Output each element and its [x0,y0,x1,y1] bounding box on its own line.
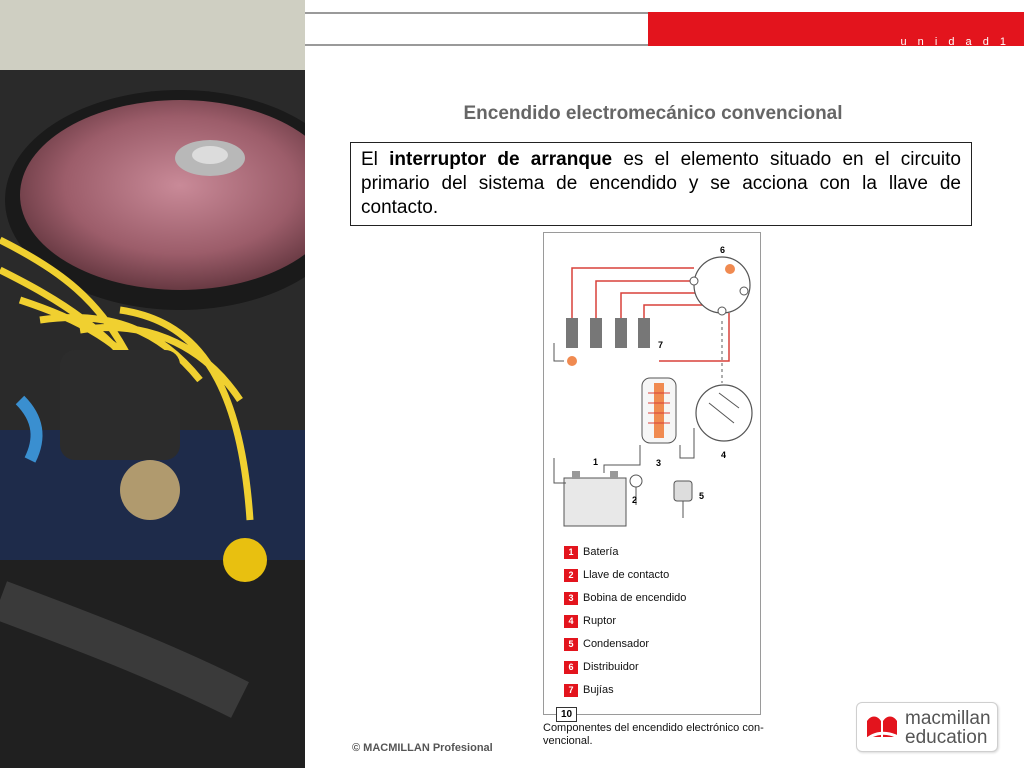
diagram-label-3: 3 [656,458,662,468]
engine-photo [0,0,305,768]
breaker-icon [696,385,752,441]
figure-number: 10 [556,707,577,722]
diagram-label-4: 4 [721,450,727,460]
legend-label: Bujías [583,684,614,696]
slide-title: Encendido electromecánico convencional [463,103,843,124]
legend-item [564,659,639,675]
legend-number: 7 [564,684,578,697]
battery-icon [564,471,626,526]
legend-item [564,613,616,629]
definition-text-post: es el elemento situado en el circuito primario del sistema de encendido y se acciona con la llave de contacto. [361,149,961,218]
legend-label: Ruptor [583,615,617,627]
diagram-label-5: 5 [699,491,705,501]
legend-number: 4 [564,615,578,628]
legend-label: Distribuidor [583,661,639,673]
ignition-diagram-figure [543,232,761,715]
definition-term: interruptor de arranque [389,149,613,170]
diagram-label-7: 7 [658,340,664,350]
ignition-coil-icon [642,378,676,443]
header-red-bar [648,12,1024,46]
legend-item [564,544,618,560]
legend-label: Condensador [583,638,650,650]
diagram-label-2: 2 [632,495,638,505]
logo-text-macmillan: macmillan [905,708,991,729]
copyright-text: © MACMILLAN Profesional [352,742,493,754]
legend-number: 3 [564,592,578,605]
legend-number: 1 [564,546,578,559]
unit-label: u n i d a d 1 [900,36,1010,48]
header-gray-bar [305,12,648,46]
legend-number: 2 [564,569,578,582]
definition-text-pre: El [361,149,390,170]
macmillan-logo [856,702,998,752]
diagram-label-1: 1 [593,457,599,467]
logo-text-education: education [905,727,988,748]
diagram-label-6: 6 [720,245,726,255]
figure-caption: Componentes del encendido electrónico con-vencional. [543,722,764,747]
engine-photo-drawing [0,0,305,768]
legend-item [564,567,669,583]
macmillan-mark-icon [863,707,903,747]
spark-plugs-icon [566,318,650,366]
ignition-circuit-diagram [544,233,760,533]
legend-label: Llave de contacto [583,569,670,581]
distributor-icon [694,257,750,313]
legend-number: 5 [564,638,578,651]
legend-label: Bobina de encendido [583,592,687,604]
definition-text-box [350,142,972,226]
legend-label: Batería [583,546,619,558]
condenser-icon [674,481,692,518]
legend-item [564,590,686,606]
legend-item [564,636,649,652]
legend-number: 6 [564,661,578,674]
legend-item [564,682,614,698]
